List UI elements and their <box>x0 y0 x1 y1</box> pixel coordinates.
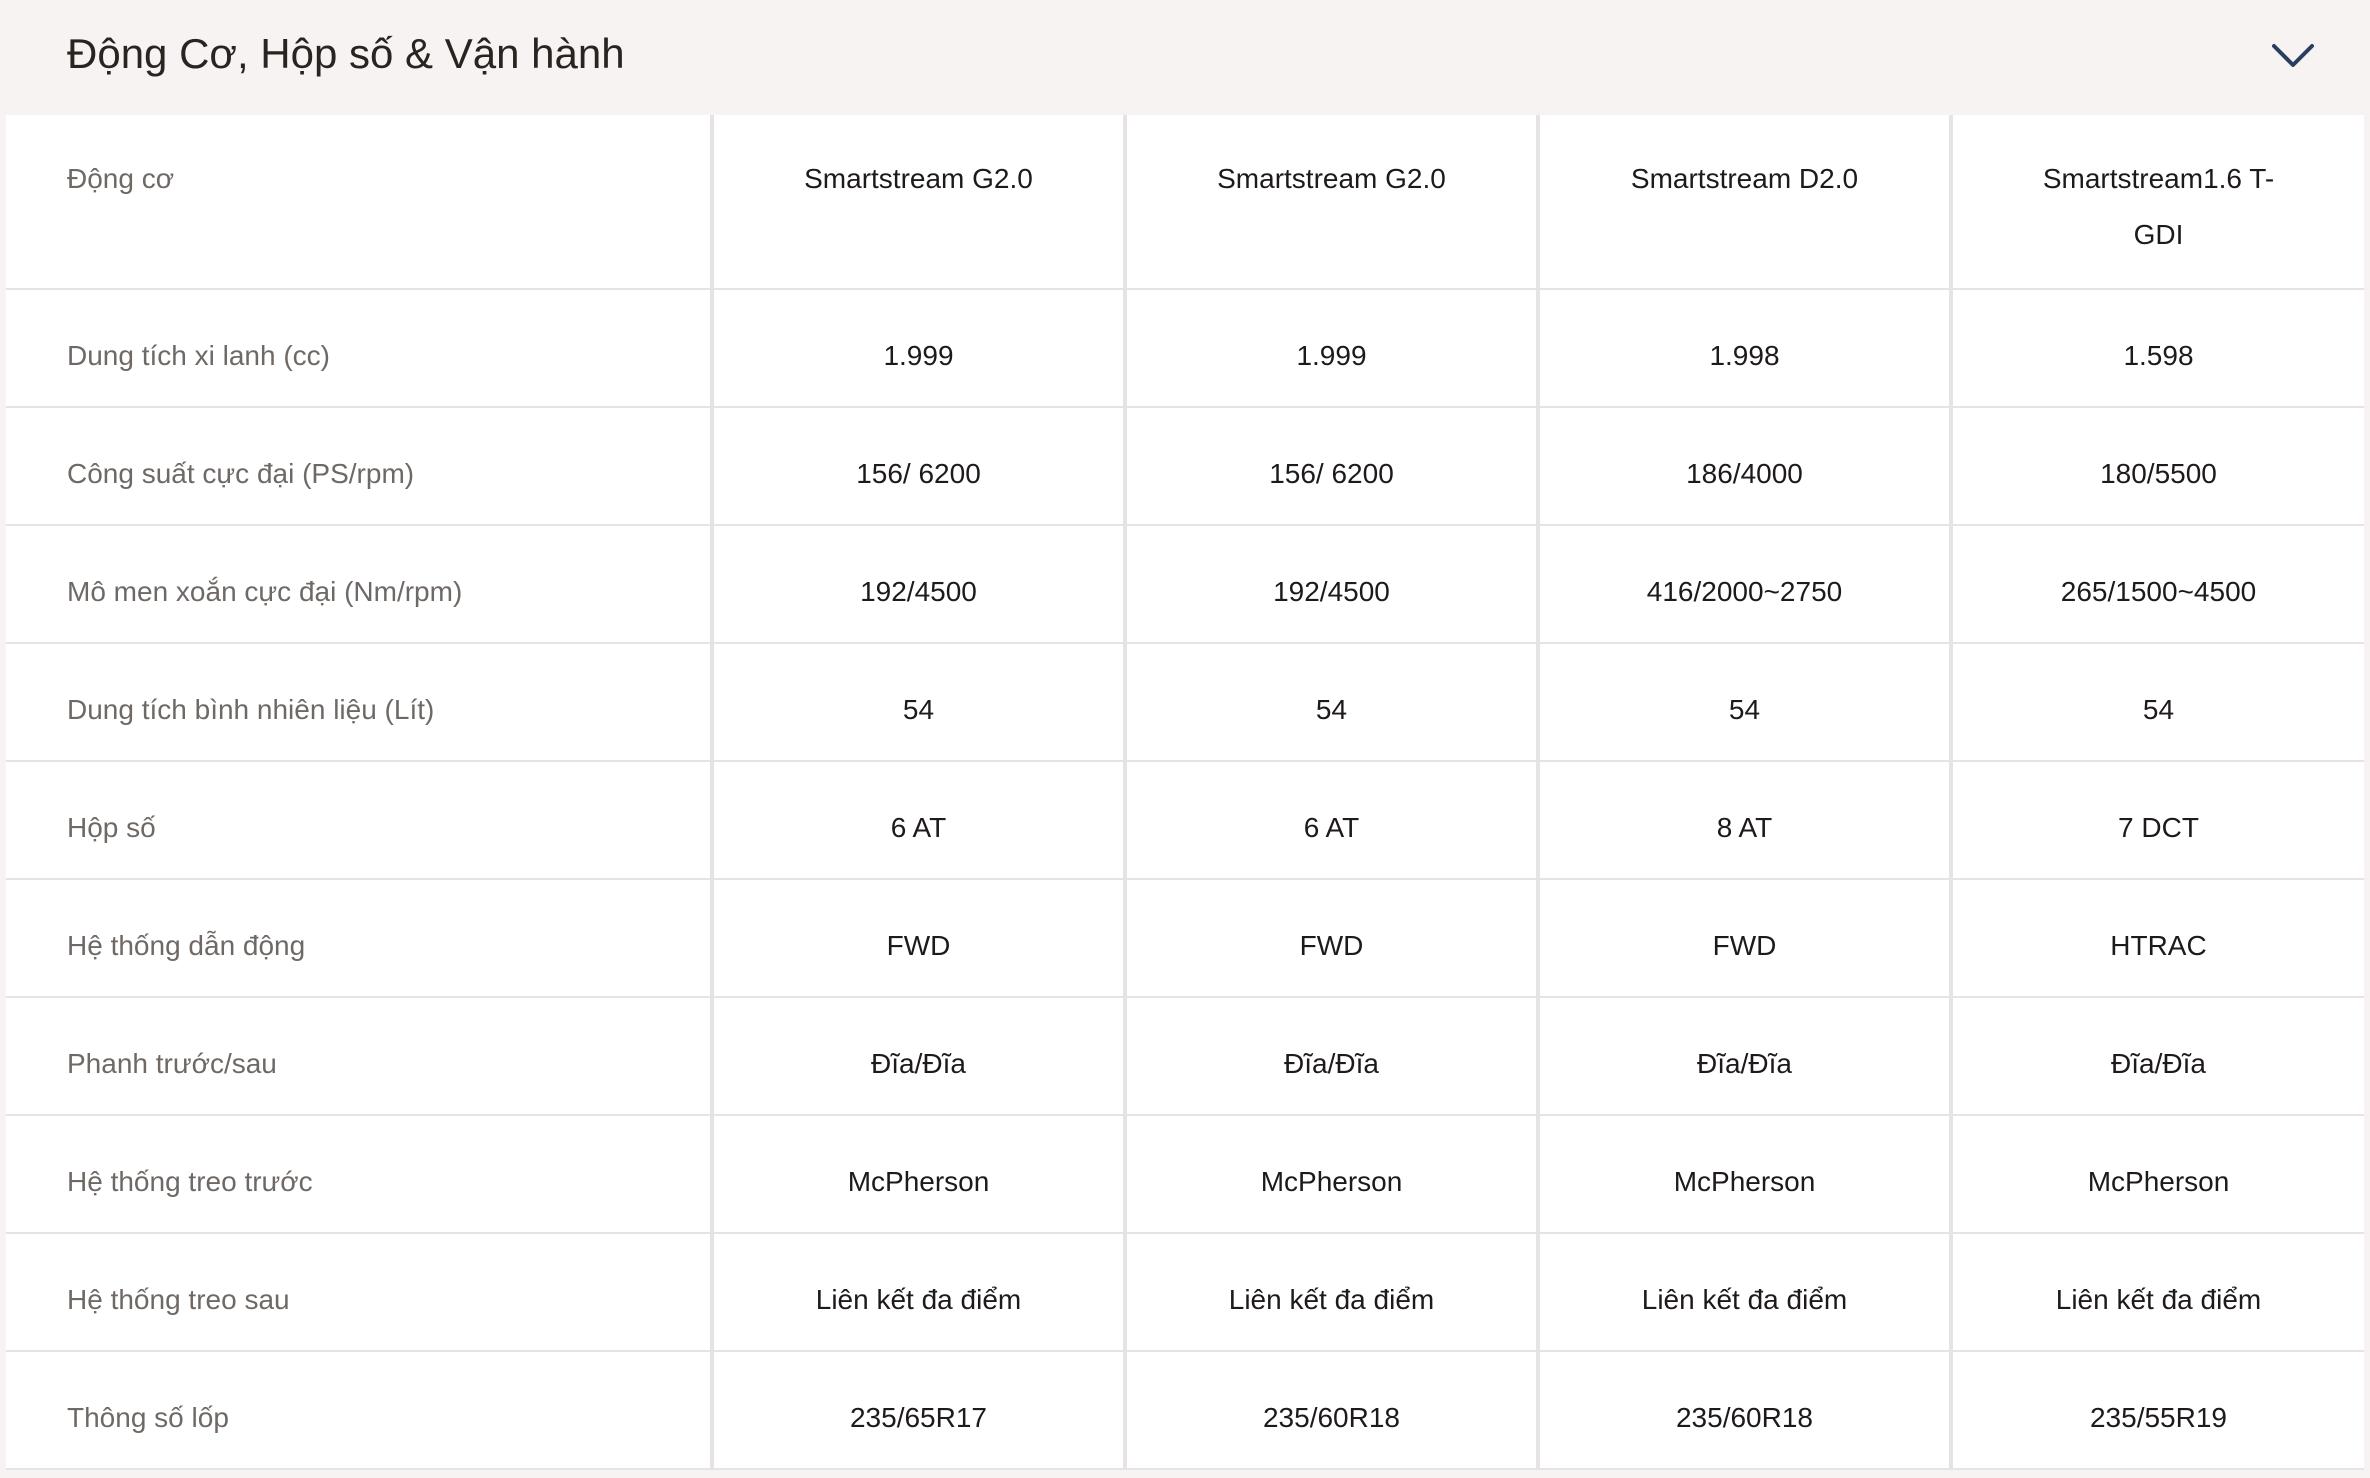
spec-value-cell <box>1540 290 1953 408</box>
spec-value: 192/4500 <box>1273 576 1390 607</box>
spec-value-cell <box>1127 526 1540 644</box>
spec-value-cell <box>714 115 1127 290</box>
spec-value-cell <box>1540 1234 1953 1352</box>
spec-value-cell <box>1540 998 1953 1116</box>
spec-label: Hệ thống treo sau <box>67 1284 290 1315</box>
spec-value: HTRAC <box>2110 930 2207 961</box>
spec-value-cell <box>1540 1116 1953 1234</box>
spec-label: Hộp số <box>67 812 156 843</box>
table-row <box>6 1352 2364 1470</box>
section-title: Động Cơ, Hộp số & Vận hành <box>67 30 625 77</box>
spec-value-cell <box>714 1352 1127 1470</box>
spec-label-cell <box>6 408 714 526</box>
table-row <box>6 762 2364 880</box>
spec-label-cell <box>6 1352 714 1470</box>
spec-value: McPherson <box>2087 1166 2230 1197</box>
spec-value-cell <box>1540 115 1953 290</box>
spec-value-cell <box>1127 762 1540 880</box>
spec-value: McPherson <box>1673 1166 1816 1197</box>
spec-value-cell <box>1953 998 2364 1116</box>
spec-value: 156/ 6200 <box>856 458 981 489</box>
spec-value: 1.598 <box>2123 340 2194 371</box>
spec-label-cell <box>6 526 714 644</box>
spec-value: 235/65R17 <box>849 1402 987 1433</box>
spec-value: Smartstream G2.0 <box>1217 163 1446 194</box>
spec-value-cell <box>1953 526 2364 644</box>
spec-value: Smartstream D2.0 <box>1630 163 1859 194</box>
spec-value-cell <box>1540 1352 1953 1470</box>
spec-value: 235/55R19 <box>2089 1402 2227 1433</box>
spec-value-cell <box>1127 998 1540 1116</box>
spec-value: FWD <box>886 930 951 961</box>
spec-value: 235/60R18 <box>1675 1402 1813 1433</box>
accordion-header[interactable] <box>6 0 2364 115</box>
spec-value: Đĩa/Đĩa <box>2111 1048 2206 1079</box>
spec-value: 156/ 6200 <box>1269 458 1394 489</box>
spec-value-cell <box>1953 115 2364 290</box>
spec-label: Dung tích bình nhiên liệu (Lít) <box>67 694 435 725</box>
spec-value-cell <box>1127 644 1540 762</box>
spec-value-cell <box>1127 408 1540 526</box>
table-row <box>6 1234 2364 1352</box>
spec-value-cell <box>714 1234 1127 1352</box>
spec-value: 54 <box>1315 694 1348 725</box>
spec-label-cell <box>6 998 714 1116</box>
spec-label: Dung tích xi lanh (cc) <box>67 340 330 371</box>
spec-value-cell <box>1953 1352 2364 1470</box>
spec-value-cell <box>1953 644 2364 762</box>
spec-value-cell <box>1127 290 1540 408</box>
spec-label: Công suất cực đại (PS/rpm) <box>67 458 415 489</box>
spec-label: Hệ thống dẫn động <box>67 930 306 961</box>
table-row <box>6 290 2364 408</box>
spec-value-cell <box>1540 644 1953 762</box>
spec-value-cell <box>1953 290 2364 408</box>
spec-value: McPherson <box>1260 1166 1403 1197</box>
spec-value: 192/4500 <box>860 576 977 607</box>
spec-label: Động cơ <box>67 163 175 194</box>
spec-value: Smartstream G2.0 <box>804 163 1033 194</box>
spec-value-cell <box>714 880 1127 998</box>
spec-label: Hệ thống treo trước <box>67 1166 313 1197</box>
engine-spec-section <box>6 0 2364 1478</box>
spec-value-cell <box>1953 1116 2364 1234</box>
spec-label-cell <box>6 290 714 408</box>
spec-value: 416/2000~2750 <box>1646 576 1843 607</box>
spec-value: 6 AT <box>890 812 947 843</box>
spec-label: Thông số lốp <box>67 1402 229 1433</box>
chevron-down-icon[interactable] <box>2270 36 2316 76</box>
table-row <box>6 880 2364 998</box>
spec-label-cell <box>6 1234 714 1352</box>
spec-label: Phanh trước/sau <box>67 1048 277 1079</box>
spec-value: 265/1500~4500 <box>2060 576 2257 607</box>
spec-value: 180/5500 <box>2100 458 2217 489</box>
spec-value: 1.999 <box>883 340 954 371</box>
spec-value-cell <box>1540 880 1953 998</box>
spec-table-container <box>6 115 2364 1470</box>
spec-label-cell <box>6 115 714 290</box>
spec-label-cell <box>6 644 714 762</box>
spec-value-cell <box>1540 408 1953 526</box>
spec-value: Liên kết đa điểm <box>1641 1284 1848 1315</box>
spec-value-cell <box>714 526 1127 644</box>
spec-value-cell <box>1127 1116 1540 1234</box>
spec-value: 186/4000 <box>1686 458 1803 489</box>
spec-label-cell <box>6 1116 714 1234</box>
spec-value: Smartstream1.6 T-GDI <box>2042 163 2275 250</box>
spec-value: Liên kết đa điểm <box>815 1284 1022 1315</box>
spec-value-cell <box>1127 115 1540 290</box>
spec-label-cell <box>6 762 714 880</box>
spec-value: McPherson <box>847 1166 990 1197</box>
table-row <box>6 644 2364 762</box>
spec-value-cell <box>714 408 1127 526</box>
spec-value-cell <box>1953 762 2364 880</box>
spec-value: 1.998 <box>1709 340 1780 371</box>
spec-value: Liên kết đa điểm <box>1228 1284 1435 1315</box>
spec-value: Liên kết đa điểm <box>2055 1284 2262 1315</box>
section-bottom-border <box>0 1470 2370 1478</box>
spec-table <box>6 115 2364 1470</box>
spec-value: 1.999 <box>1296 340 1367 371</box>
spec-value-cell <box>714 644 1127 762</box>
spec-value: 8 AT <box>1716 812 1773 843</box>
spec-value: FWD <box>1299 930 1364 961</box>
spec-value: 54 <box>2142 694 2175 725</box>
spec-value-cell <box>714 762 1127 880</box>
spec-value: 235/60R18 <box>1262 1402 1400 1433</box>
table-row <box>6 998 2364 1116</box>
spec-value-cell <box>714 998 1127 1116</box>
spec-value-cell <box>714 1116 1127 1234</box>
spec-value: 54 <box>1728 694 1761 725</box>
spec-value-cell <box>714 290 1127 408</box>
spec-value-cell <box>1953 1234 2364 1352</box>
spec-value: 54 <box>902 694 935 725</box>
spec-value: Đĩa/Đĩa <box>871 1048 966 1079</box>
spec-value: Đĩa/Đĩa <box>1284 1048 1379 1079</box>
spec-value: 7 DCT <box>2118 812 2199 843</box>
spec-value: Đĩa/Đĩa <box>1697 1048 1792 1079</box>
spec-value-cell <box>1540 526 1953 644</box>
spec-value-cell <box>1127 1234 1540 1352</box>
table-row <box>6 1116 2364 1234</box>
spec-label: Mô men xoắn cực đại (Nm/rpm) <box>67 576 463 607</box>
table-row <box>6 526 2364 644</box>
spec-value-cell <box>1127 1352 1540 1470</box>
spec-value: 6 AT <box>1303 812 1360 843</box>
spec-value-cell <box>1127 880 1540 998</box>
spec-value-cell <box>1540 762 1953 880</box>
table-row <box>6 408 2364 526</box>
spec-label-cell <box>6 880 714 998</box>
spec-value-cell <box>1953 408 2364 526</box>
spec-value-cell <box>1953 880 2364 998</box>
spec-value: FWD <box>1712 930 1777 961</box>
table-row <box>6 115 2364 290</box>
